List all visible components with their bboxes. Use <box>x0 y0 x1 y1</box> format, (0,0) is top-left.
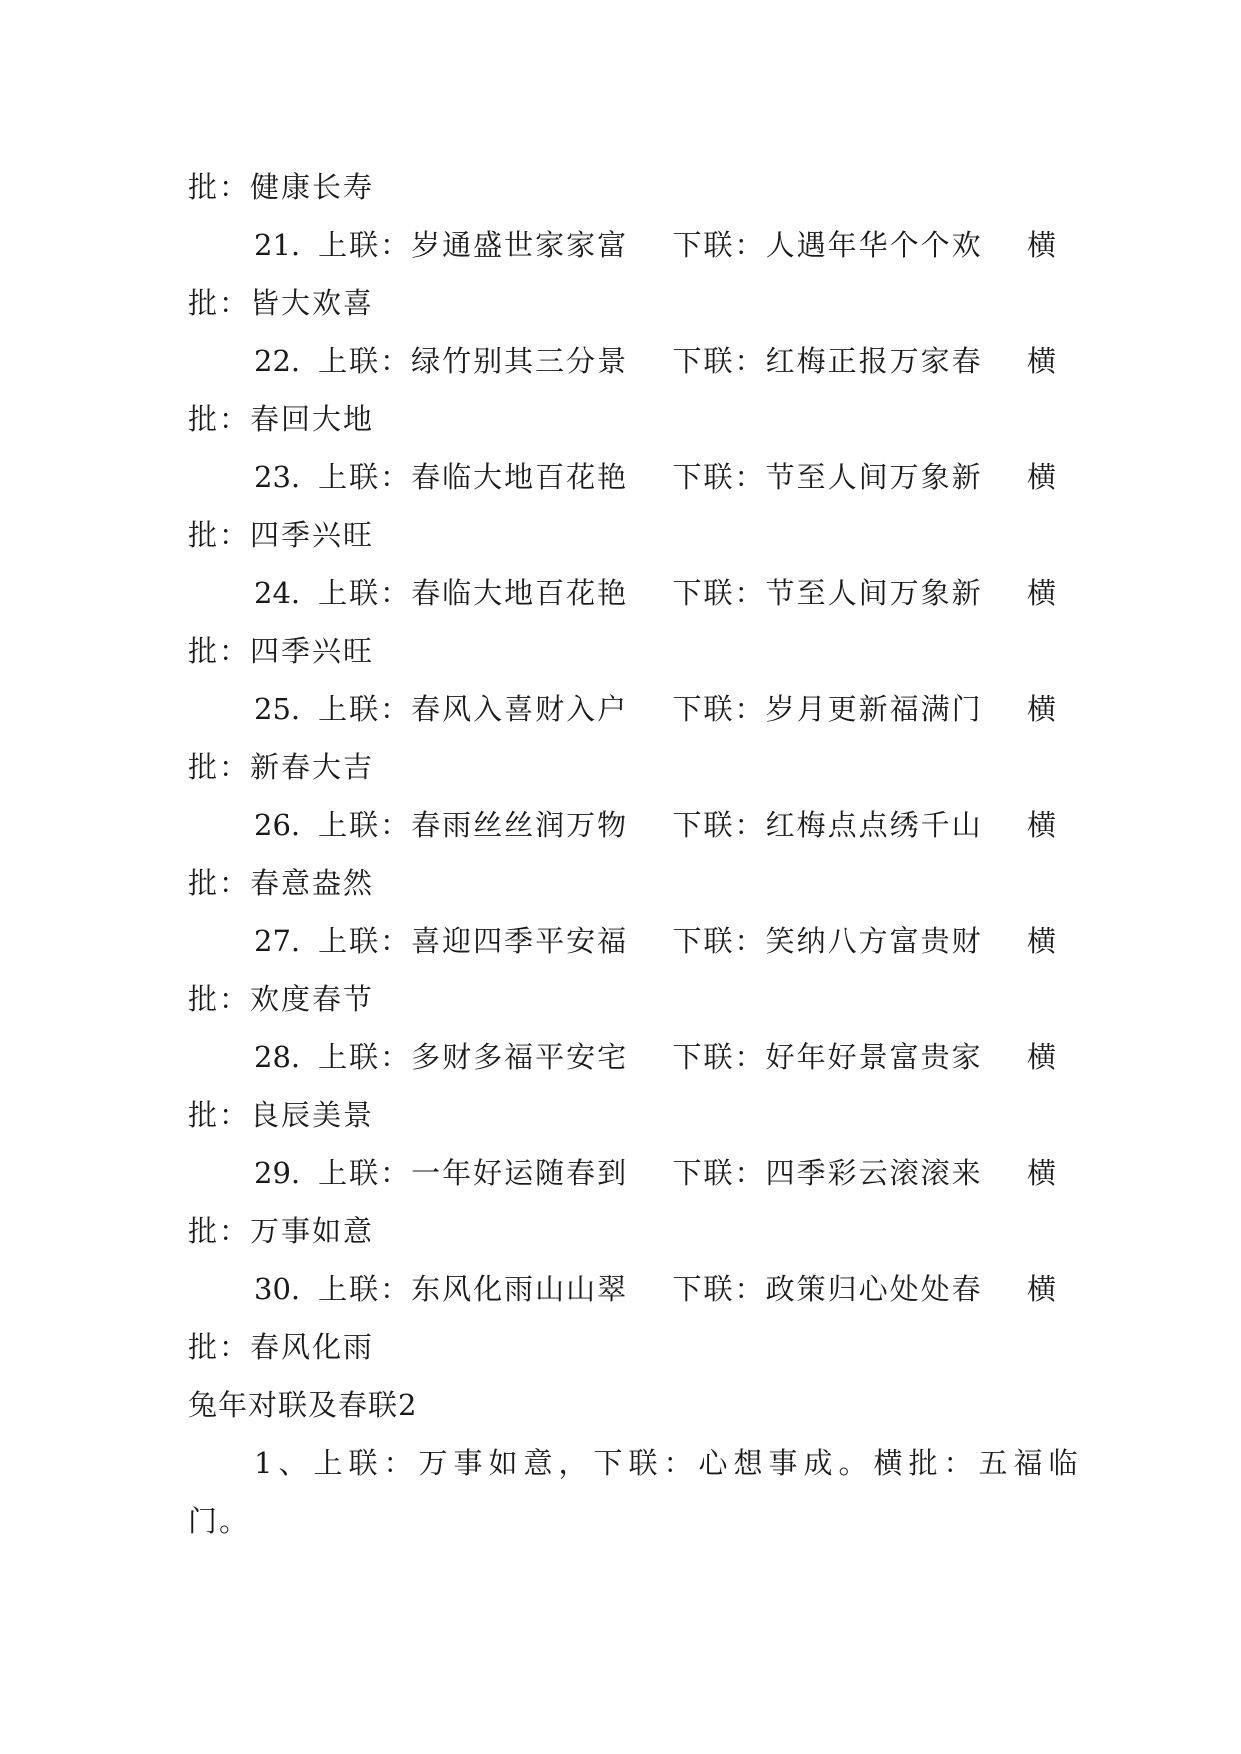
couplet-lower-part <box>673 796 983 854</box>
horizontal-scroll-text: 四季兴旺 <box>250 634 375 668</box>
couplet-entry-line-2 <box>188 390 1058 448</box>
couplet-entry-line-1 <box>188 216 1058 274</box>
horizontal-scroll-text: 四季兴旺 <box>250 518 375 552</box>
lower-couplet: 红梅正报万家春 <box>765 344 983 378</box>
lower-couplet: 节至人间万象新 <box>765 460 983 494</box>
lower-label: 下联： <box>672 344 766 378</box>
couplet-entry-line-1 <box>188 1260 1058 1318</box>
couplet-entry-line-2 <box>188 1318 1058 1376</box>
horizontal-scroll-text: 春回大地 <box>250 402 375 436</box>
couplet-entry-line-2 <box>188 622 1058 680</box>
entry-number: 28. <box>254 1040 301 1074</box>
lower-label: 下联： <box>672 808 766 842</box>
couplet-entry-line-2 <box>188 1086 1058 1144</box>
entry-number: 30. <box>254 1272 301 1306</box>
horizontal-label-start: 横 <box>1026 808 1058 842</box>
upper-couplet: 春风入喜财入户 <box>411 692 629 726</box>
lower-couplet: 红梅点点绣千山 <box>765 808 983 842</box>
lower-label: 下联： <box>672 576 766 610</box>
couplet-lower-part <box>673 912 983 970</box>
upper-label: 上联： <box>318 692 412 726</box>
entry-number: 21. <box>254 228 301 262</box>
horizontal-label-end: 批： <box>188 1214 251 1248</box>
lower-couplet: 四季彩云滚滚来 <box>765 1156 983 1190</box>
upper-couplet: 一年好运随春到 <box>411 1156 629 1190</box>
horizontal-scroll-text: 新春大吉 <box>250 750 375 784</box>
horizontal-label-end: 批： <box>188 1098 251 1132</box>
couplet-upper-part <box>254 796 628 854</box>
horizontal-label-end: 批： <box>188 750 251 784</box>
horizontal-label-start: 横 <box>1026 460 1058 494</box>
upper-label: 上联： <box>318 808 412 842</box>
section-heading: 兔年对联及春联2 <box>188 1388 418 1422</box>
couplet-upper-part <box>254 1144 628 1202</box>
couplet-lower-part <box>673 1144 983 1202</box>
upper-couplet: 春雨丝丝润万物 <box>411 808 629 842</box>
lower-label: 下联： <box>672 1272 766 1306</box>
horizontal-scroll-text: 万事如意 <box>250 1214 375 1248</box>
opening-tail-line: 批：健康长寿 <box>188 170 375 204</box>
entry-number: 24. <box>254 576 301 610</box>
lower-couplet: 节至人间万象新 <box>765 576 983 610</box>
upper-label: 上联： <box>318 1156 412 1190</box>
couplet-lower-part <box>673 564 983 622</box>
couplet-lower-part <box>673 1260 983 1318</box>
section-paragraph-line-2: 门。 <box>188 1504 251 1538</box>
upper-couplet: 岁通盛世家家富 <box>411 228 629 262</box>
lower-couplet: 政策归心处处春 <box>765 1272 983 1306</box>
couplet-upper-part <box>254 564 628 622</box>
horizontal-scroll-text: 皆大欢喜 <box>250 286 375 320</box>
couplet-lower-part <box>673 1028 983 1086</box>
upper-couplet: 多财多福平安宅 <box>411 1040 629 1074</box>
couplet-entry-line-1 <box>188 1028 1058 1086</box>
horizontal-label-end: 批： <box>188 518 251 552</box>
couplet-upper-part <box>254 332 628 390</box>
couplet-upper-part <box>254 912 628 970</box>
lower-couplet: 人遇年华个个欢 <box>765 228 983 262</box>
couplet-lower-part <box>673 332 983 390</box>
entry-number: 29. <box>254 1156 301 1190</box>
upper-couplet: 绿竹别其三分景 <box>411 344 629 378</box>
horizontal-label-end: 批： <box>188 286 251 320</box>
horizontal-label-start: 横 <box>1026 924 1058 958</box>
upper-couplet: 春临大地百花艳 <box>411 576 629 610</box>
couplet-entry-line-1 <box>188 1144 1058 1202</box>
horizontal-label-start: 横 <box>1026 344 1058 378</box>
horizontal-scroll-text: 春意盎然 <box>250 866 375 900</box>
upper-couplet: 东风化雨山山翠 <box>411 1272 629 1306</box>
horizontal-label-end: 批： <box>188 1330 251 1364</box>
upper-label: 上联： <box>318 228 412 262</box>
couplet-list <box>188 216 1058 1376</box>
horizontal-label-end: 批： <box>188 982 251 1016</box>
entry-number: 23. <box>254 460 301 494</box>
horizontal-label-start: 横 <box>1026 576 1058 610</box>
entry-number: 26. <box>254 808 301 842</box>
upper-couplet: 喜迎四季平安福 <box>411 924 629 958</box>
lower-couplet: 笑纳八方富贵财 <box>765 924 983 958</box>
couplet-entry-line-2 <box>188 1202 1058 1260</box>
section-paragraph-line-1: 1、上联：万事如意，下联：心想事成。横批：五福临 <box>254 1446 1084 1480</box>
couplet-lower-part <box>673 448 983 506</box>
entry-number: 27. <box>254 924 301 958</box>
entry-number: 22. <box>254 344 301 378</box>
couplet-entry-line-1 <box>188 796 1058 854</box>
lower-label: 下联： <box>672 228 766 262</box>
upper-label: 上联： <box>318 576 412 610</box>
lower-label: 下联： <box>672 924 766 958</box>
horizontal-label-end: 批： <box>188 634 251 668</box>
lower-couplet: 岁月更新福满门 <box>765 692 983 726</box>
couplet-entry-line-1 <box>188 332 1058 390</box>
couplet-upper-part <box>254 1260 628 1318</box>
horizontal-label-start: 横 <box>1026 228 1058 262</box>
couplet-entry-line-1 <box>188 564 1058 622</box>
document-body <box>188 158 1084 1550</box>
horizontal-label-start: 横 <box>1026 1272 1058 1306</box>
horizontal-label-start: 横 <box>1026 692 1058 726</box>
lower-couplet: 好年好景富贵家 <box>765 1040 983 1074</box>
lower-label: 下联： <box>672 1156 766 1190</box>
horizontal-scroll-text: 春风化雨 <box>250 1330 375 1364</box>
upper-label: 上联： <box>318 924 412 958</box>
horizontal-label-start: 横 <box>1026 1040 1058 1074</box>
couplet-entry-line-2 <box>188 274 1058 332</box>
upper-label: 上联： <box>318 1272 412 1306</box>
upper-label: 上联： <box>318 1040 412 1074</box>
couplet-entry-line-2 <box>188 506 1058 564</box>
horizontal-label-end: 批： <box>188 402 251 436</box>
lower-label: 下联： <box>672 1040 766 1074</box>
couplet-entry-line-1 <box>188 912 1058 970</box>
horizontal-label-end: 批： <box>188 866 251 900</box>
horizontal-scroll-text: 欢度春节 <box>250 982 375 1016</box>
couplet-entry-line-1 <box>188 680 1058 738</box>
couplet-entry-line-2 <box>188 970 1058 1028</box>
upper-couplet: 春临大地百花艳 <box>411 460 629 494</box>
lower-label: 下联： <box>672 460 766 494</box>
horizontal-scroll-text: 良辰美景 <box>250 1098 375 1132</box>
upper-label: 上联： <box>318 344 412 378</box>
upper-label: 上联： <box>318 460 412 494</box>
couplet-entry-line-2 <box>188 854 1058 912</box>
couplet-upper-part <box>254 216 628 274</box>
couplet-upper-part <box>254 1028 628 1086</box>
couplet-lower-part <box>673 216 983 274</box>
lower-label: 下联： <box>672 692 766 726</box>
couplet-lower-part <box>673 680 983 738</box>
entry-number: 25. <box>254 692 301 726</box>
couplet-entry-line-2 <box>188 738 1058 796</box>
couplet-upper-part <box>254 680 628 738</box>
couplet-upper-part <box>254 448 628 506</box>
couplet-entry-line-1 <box>188 448 1058 506</box>
horizontal-label-start: 横 <box>1026 1156 1058 1190</box>
